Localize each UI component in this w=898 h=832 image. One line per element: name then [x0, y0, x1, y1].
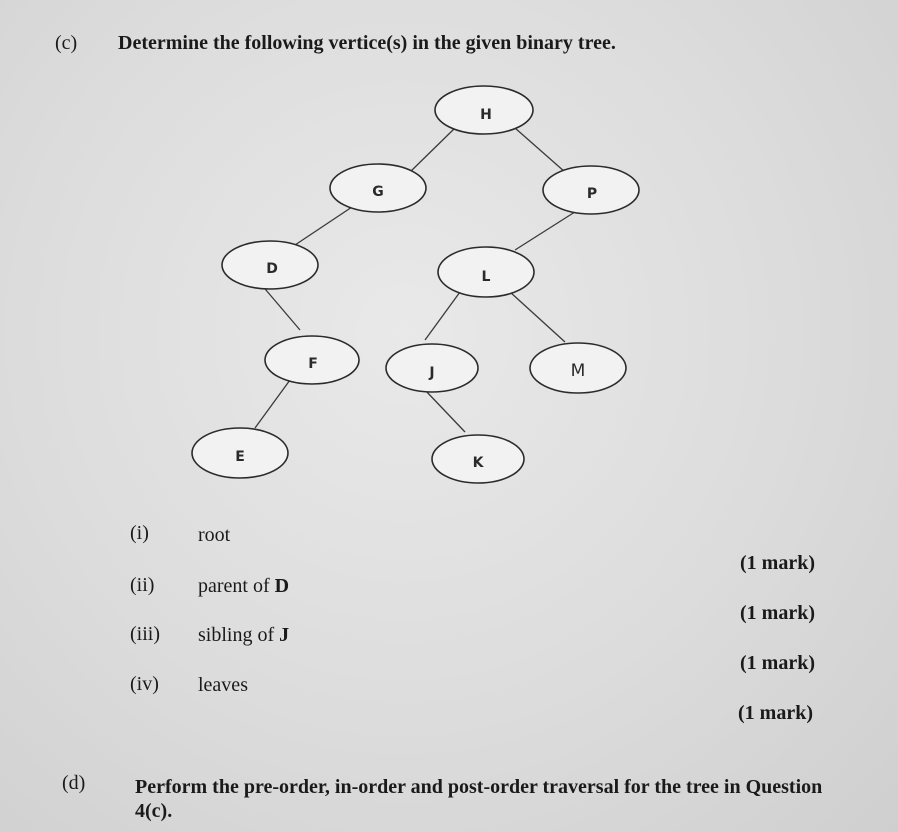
question-prompt-d-line1: Perform the pre-order, in-order and post-order traversal for the tree in Question	[135, 776, 823, 798]
edge-J-K	[425, 390, 465, 432]
item-text-i	[198, 524, 230, 547]
item-text-iii-label: sibling of	[198, 624, 280, 646]
tree-node-label-D: D	[266, 261, 278, 277]
tree-node-label-P: P	[586, 186, 598, 202]
tree-node-label-F: F	[308, 356, 318, 372]
item-text-iv	[198, 674, 248, 697]
edge-L-M	[510, 292, 565, 342]
item-number-iii: (iii)	[130, 623, 160, 645]
mark-label-2: (1 mark)	[740, 602, 815, 624]
edge-G-D	[295, 205, 355, 245]
edge-F-E	[255, 380, 290, 428]
tree-node-label-L: L	[481, 269, 491, 285]
item-text-ii-label: parent of	[198, 575, 275, 597]
tree-node-label-G: G	[372, 184, 384, 200]
edge-H-G	[410, 128, 455, 172]
edge-P-L	[515, 210, 578, 250]
item-text-ii	[198, 575, 289, 598]
item-number-i: (i)	[130, 522, 149, 544]
edge-H-P	[515, 128, 565, 172]
edge-D-F	[260, 283, 300, 330]
item-text-i-label: root	[198, 524, 231, 546]
mark-label-4: (1 mark)	[738, 702, 813, 724]
tree-node-label-E: E	[235, 449, 245, 465]
question-prompt-c: Determine the following vertice(s) in the given binary tree.	[118, 32, 616, 54]
edge-L-J	[425, 292, 460, 340]
item-number-iv: (iv)	[130, 673, 159, 695]
item-number-ii: (ii)	[130, 574, 155, 596]
item-text-iv-label: leaves	[198, 674, 248, 696]
mark-label-3: (1 mark)	[740, 652, 815, 674]
question-label-c: (c)	[55, 32, 78, 54]
item-text-ii-bold: D	[274, 575, 290, 597]
tree-node-label-H: H	[480, 107, 492, 123]
question-prompt-d-line2: 4(c).	[135, 800, 173, 822]
item-text-iii-bold: J	[279, 624, 290, 646]
tree-node-label-M: M	[570, 361, 586, 381]
mark-label-1: (1 mark)	[740, 552, 815, 574]
tree-node-label-K: K	[472, 455, 484, 471]
question-label-d: (d)	[62, 772, 86, 794]
tree-node-label-J: J	[429, 365, 435, 381]
item-text-iii	[198, 624, 289, 647]
